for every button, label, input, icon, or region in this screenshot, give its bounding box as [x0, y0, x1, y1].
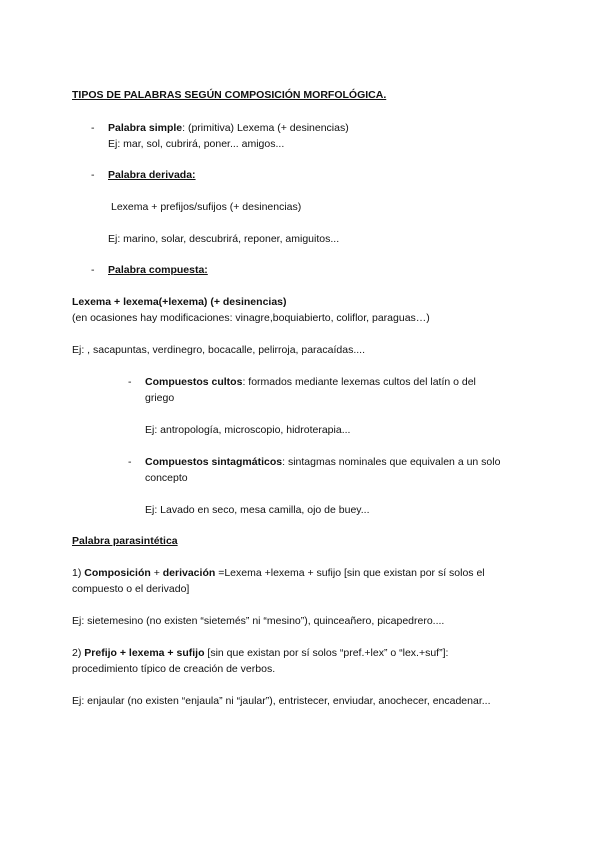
item2-rest-cont: procedimiento típico de creación de verbos. [72, 663, 276, 675]
item1-bold-composicion: Composición [84, 567, 151, 579]
bullet-dash: - [128, 456, 132, 468]
simple-definition [108, 122, 349, 135]
sintagmaticos-desc-cont: concepto [145, 472, 188, 484]
cultos-desc-cont: griego [145, 392, 175, 404]
item2-rest: [sin que existan por sí solos “pref.+lex” o “lex.+suf”]: [204, 647, 449, 659]
item1-rest-cont: compuesto o el derivado] [72, 583, 190, 595]
bullet-dash: - [91, 264, 95, 276]
bullet-dash: - [128, 376, 132, 388]
sintagmaticos-label: Compuestos sintagmáticos [145, 456, 283, 468]
simple-example: Ej: mar, sol, cubrirá, poner... amigos... [108, 138, 285, 150]
derivada-example: Ej: marino, solar, descubrirá, reponer, amiguitos... [108, 233, 340, 245]
sintagmaticos-desc: : sintagmas nominales que equivalen a un solo [282, 456, 501, 468]
item1-bold-derivacion: derivación [162, 567, 216, 579]
sintagmaticos-definition [145, 456, 500, 469]
cultos-definition [145, 376, 476, 389]
sintagmaticos-example: Ej: Lavado en seco, mesa camilla, ojo de buey... [145, 504, 370, 516]
compuesta-note: (en ocasiones hay modificaciones: vinagre,boquiabierto, coliflor, paraguas…) [72, 312, 430, 324]
parasintetica-label: Palabra parasintética [72, 535, 178, 547]
cultos-label: Compuestos cultos [145, 376, 243, 388]
compuesta-example: Ej: , sacapuntas, verdinegro, bocacalle, pelirroja, paracaídas.... [72, 344, 365, 356]
bullet-dash: - [91, 122, 95, 134]
page-title: TIPOS DE PALABRAS SEGÚN COMPOSICIÓN MORFOLÓGICA. [72, 89, 387, 101]
simple-desc: : (primitiva) Lexema (+ desinencias) [182, 122, 349, 134]
item1-example: Ej: sietemesino (no existen “sietemés” ni “mesino”), quinceañero, picapedrero.... [72, 615, 445, 627]
compuesta-formula: Lexema + lexema(+lexema) (+ desinencias) [72, 296, 287, 308]
parasintetica-item2 [72, 647, 448, 660]
item2-example: Ej: enjaular (no existen “enjaula” ni “jaular”), entristecer, enviudar, anochecer, encadenar... [72, 695, 491, 707]
compuesta-label: Palabra compuesta: [108, 264, 208, 276]
item2-bold: Prefijo + lexema + sufijo [84, 647, 205, 659]
derivada-label: Palabra derivada: [108, 169, 196, 181]
simple-label: Palabra simple [108, 122, 183, 134]
parasintetica-item1 [72, 567, 485, 580]
item2-number: 2) [72, 647, 85, 659]
item1-number: 1) [72, 567, 85, 579]
derivada-formula: Lexema + prefijos/sufijos (+ desinencias) [111, 201, 302, 213]
item1-plus: + [150, 567, 163, 579]
item1-rest: =Lexema +lexema + sufijo [sin que existan por sí solos el [215, 567, 485, 579]
cultos-example: Ej: antropología, microscopio, hidroterapia... [145, 424, 351, 436]
cultos-desc: : formados mediante lexemas cultos del latín o del [242, 376, 476, 388]
bullet-dash: - [91, 169, 95, 181]
